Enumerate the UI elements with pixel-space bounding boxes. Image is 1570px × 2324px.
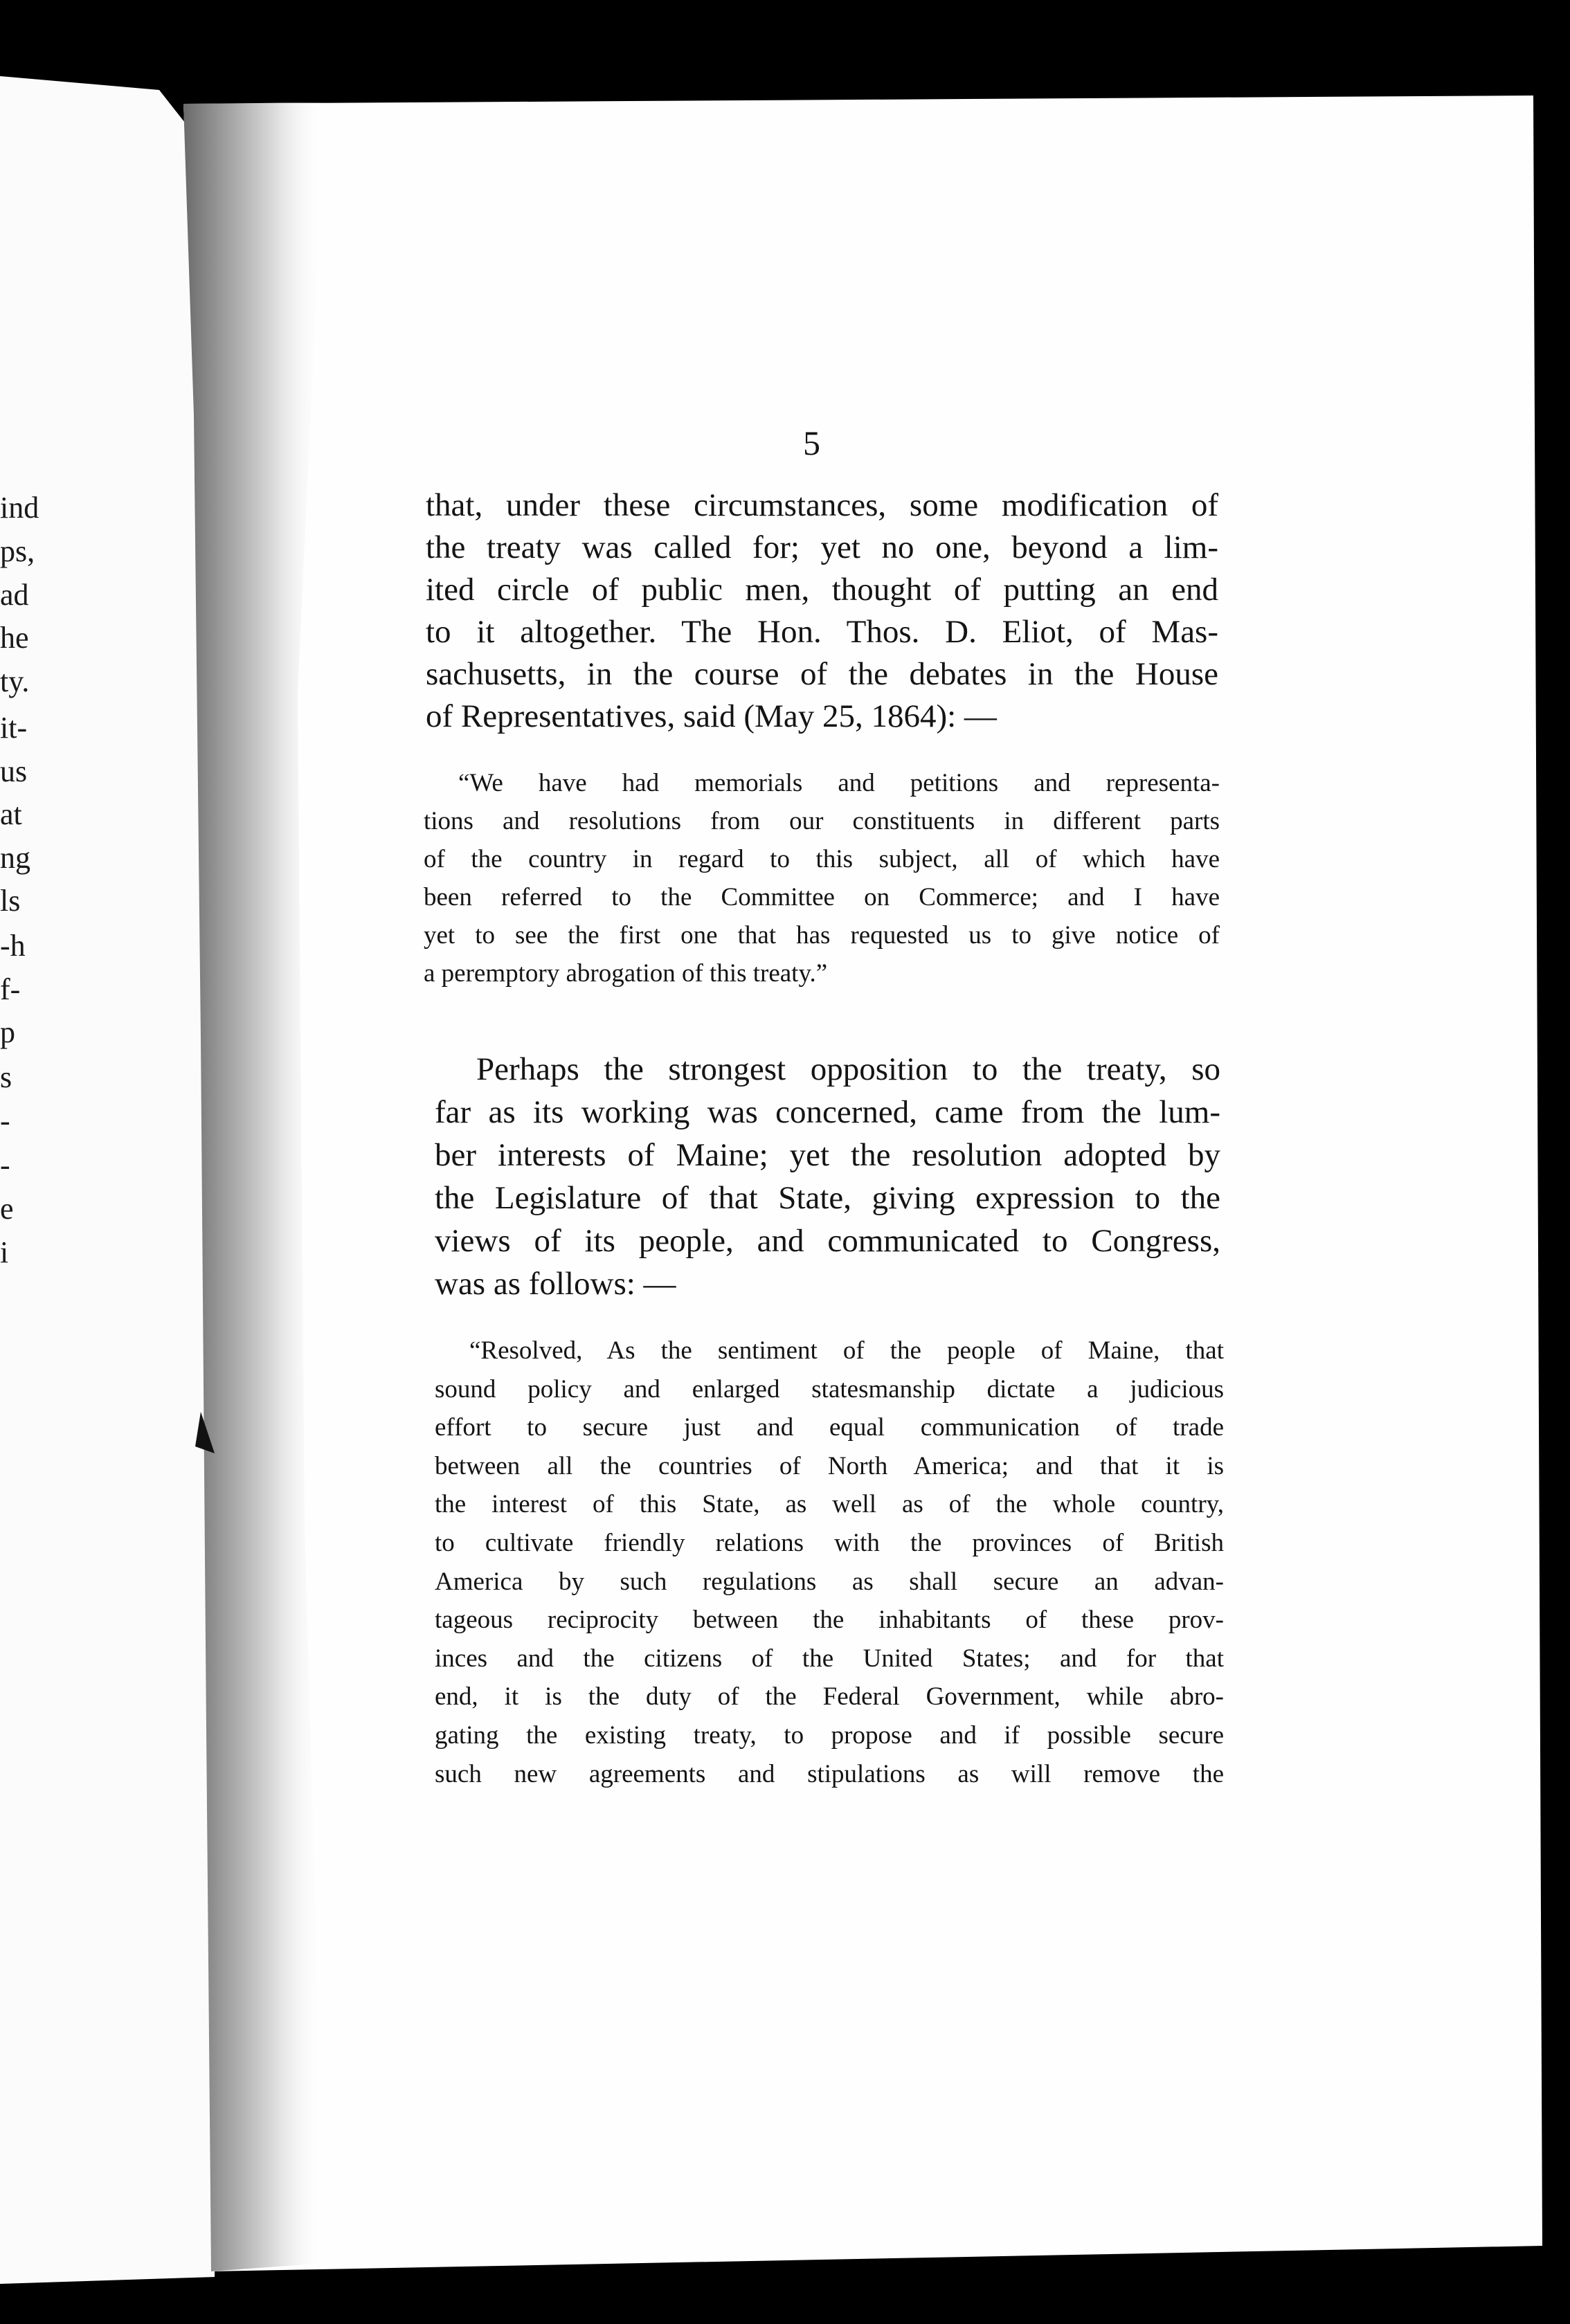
paragraph1-line: the treaty was called for; yet no one, beyond a lim- <box>426 529 1218 565</box>
quote2-line: tageous reciprocity between the inhabitants of these prov- <box>435 1606 1224 1635</box>
paragraph2-line: was as follows: — <box>435 1266 676 1302</box>
page-number: 5 <box>803 424 820 462</box>
left-page-fragment: ind <box>0 491 39 525</box>
quote2-line: effort to secure just and equal communication of trade <box>435 1413 1224 1442</box>
quote1-line: yet to see the first one that has requested us to give notice of <box>424 921 1220 950</box>
left-page-fragment: ps, <box>0 534 35 568</box>
left-page-fragment: e <box>0 1192 14 1226</box>
quote2-line: inces and the citizens of the United States; and for that <box>435 1644 1224 1673</box>
left-page-fragment: at <box>0 797 22 831</box>
left-page-fragment: p <box>0 1015 15 1049</box>
quote2-line: to cultivate friendly relations with the provinces of British <box>435 1529 1224 1557</box>
left-page-fragment: - <box>0 1148 10 1182</box>
left-page-fragment: ty. <box>0 664 30 698</box>
paragraph2-line: Perhaps the strongest opposition to the treaty, so <box>476 1051 1220 1087</box>
quote2-line: such new agreements and stipulations as will remove the <box>435 1759 1224 1788</box>
quote1-line: a peremptory abrogation of this treaty.” <box>424 959 828 988</box>
quote2-line: “Resolved, As the sentiment of the people of Maine, that <box>469 1336 1224 1365</box>
left-page-fragment: -h <box>0 929 26 963</box>
quote1-line: tions and resolutions from our constituents in different parts <box>424 807 1220 835</box>
paragraph1-line: sachusetts, in the course of the debates in the House <box>426 656 1218 692</box>
left-page-fragment: it- <box>0 711 28 745</box>
quote1-line: of the country in regard to this subject, all of which have <box>424 845 1220 873</box>
quote1-line: “We have had memorials and petitions and representa- <box>458 769 1220 797</box>
left-page-fragment: ng <box>0 841 30 875</box>
quote1-line: been referred to the Committee on Commerce; and I have <box>424 883 1220 911</box>
paragraph2-line: far as its working was concerned, came from the lum- <box>435 1094 1220 1130</box>
left-page-fragment: i <box>0 1235 9 1269</box>
quote2-line: gating the existing treaty, to propose and if possible secure <box>435 1721 1224 1750</box>
left-page-fragment: f- <box>0 972 21 1006</box>
paragraph1-line: ited circle of public men, thought of putting an end <box>426 572 1218 608</box>
paragraph1-line: of Representatives, said (May 25, 1864): — <box>426 698 997 734</box>
left-page-fragment: he <box>0 621 29 655</box>
quote2-line: end, it is the duty of the Federal Government, while abro- <box>435 1682 1224 1712</box>
left-page-fragment: us <box>0 754 28 788</box>
paragraph2-line: views of its people, and communicated to Congress, <box>435 1223 1220 1259</box>
quote2-line: sound policy and enlarged statesmanship dictate a judicious <box>435 1374 1224 1404</box>
quote2-line: America by such regulations as shall secure an advan- <box>435 1567 1224 1596</box>
left-page-fragment: s <box>0 1060 12 1094</box>
left-page-fragment: ad <box>0 578 29 612</box>
paragraph1-line: that, under these circumstances, some modification of <box>426 487 1218 523</box>
quote2-line: the interest of this State, as well as of the whole country, <box>435 1490 1224 1519</box>
paragraph2-line: ber interests of Maine; yet the resolution adopted by <box>435 1137 1220 1173</box>
left-page-fragment: ls <box>0 884 21 918</box>
paragraph1-line: to it altogether. The Hon. Thos. D. Eliot, of Mas- <box>426 614 1218 650</box>
paragraph2-line: the Legislature of that State, giving expression to the <box>435 1180 1220 1216</box>
left-page-fragment: - <box>0 1104 10 1138</box>
quote2-line: between all the countries of North America; and that it is <box>435 1451 1224 1480</box>
